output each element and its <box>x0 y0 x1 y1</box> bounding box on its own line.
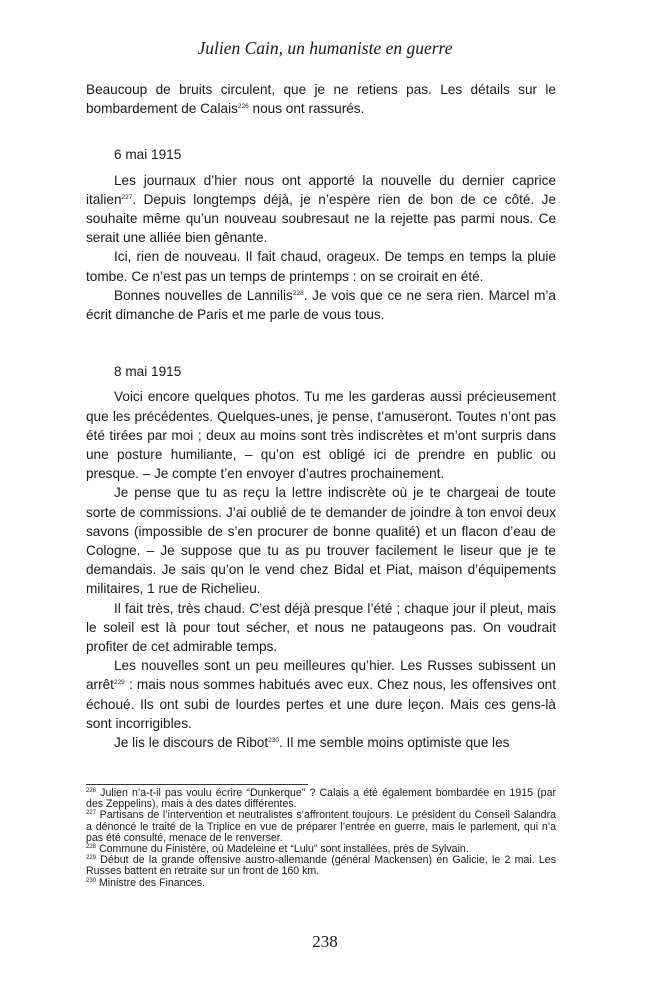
footnote-text: Début de la grande offensive austro-allemande (général Mackensen) en Galicie, le 2 mai. Les Russes battent en retraite sur un front de 160 km. <box>86 854 556 878</box>
paragraph: Voici encore quelques photos. Tu me les garderas aussi précieusement que les précédentes. Quelques-unes, je pense, t’amuseront. Toutes n’ont pas été tirées par moi ; deux au moins sont très indiscrètes et m’ont surpris dans une posture humiliante, – qu’on est obligé ici de prendre en public ou presque. – Je compte t’en envoyer d’autres prochainement. <box>86 389 556 482</box>
paragraph <box>86 656 556 733</box>
footnote-number: 227 <box>86 810 97 817</box>
running-head: Julien Cain, un humaniste en guerre <box>197 38 453 58</box>
paragraph: Ici, rien de nouveau. Il fait chaud, orageux. De temps en temps la pluie tombe. Ce n’est pas un temps de printemps : on se croirait en été. <box>86 249 556 284</box>
footnote <box>86 810 556 844</box>
paragraph <box>86 171 556 248</box>
paragraph <box>86 733 556 752</box>
main-text <box>86 80 556 752</box>
paragraph: Il fait très, très chaud. C’est déjà presque l’été ; chaque jour il pleut, mais le soleil est là pour tout sécher, et nous ne pataugeons pas. On voudrait profiter de cet admirable temps. <box>86 600 556 655</box>
text-run: Je lis le discours de Ribot <box>114 735 269 751</box>
footnote <box>86 788 556 810</box>
entry-date: 8 mai 1915 <box>114 364 182 380</box>
spacer <box>86 324 556 362</box>
footnote-ref-229: 229 <box>113 679 125 687</box>
text-run: : mais nous sommes habitués avec eux. Chez nous, les offensives ont échoué. Ils ont subi de lourdes pertes et une dure leçon. Mais ces gens-là sont incorrigibles. <box>86 677 556 731</box>
page-number: 238 <box>312 932 338 951</box>
footnote-number: 228 <box>86 844 97 851</box>
text-run: . Je vois que ce ne sera rien. Marcel m’a écrit dimanche de Paris et me parle de vous tous. <box>86 287 556 323</box>
footnote-text: Ministre des Finances. <box>96 876 205 889</box>
footnote-number: 229 <box>86 855 97 862</box>
text-run: . Il me semble moins optimiste que les <box>279 735 510 751</box>
footnote-rule <box>86 784 308 785</box>
entry-date: 6 mai 1915 <box>114 147 182 163</box>
footnote <box>86 855 556 877</box>
footnote-text: Julien n’a-t-il pas voulu écrire “Dunkerque” ? Calais a été également bombardée en 1915 (par des Zeppelins), mais à des dates différentes. <box>86 787 556 811</box>
text-run: Les nouvelles sont un peu meilleures qu’hier. Les Russes subissent un arrêt <box>86 658 556 693</box>
text-run: . Depuis longtemps déjà, je n’espère rien de bon de ce côté. Je souhaite même qu’un nouveau soubresaut ne la rejette pas parmi nous. Ce serait une alliée bien gênante. <box>86 191 556 246</box>
paragraph <box>86 286 556 324</box>
paragraph: Je pense que tu as reçu la lettre indiscrète où je te chargeai de toute sorte de commissions. J’ai oublié de te demander de joindre à ton envoi deux savons (impossible de s’en procurer de bonne qualité) et un flacon d’eau de Cologne. – Je suppose que tu as pu trouver facilement le liseur que je te demandais. Je sais qu’on le vend chez Bidal et Piat, maison d’équipements militaires, 1 rue de Richelieu. <box>86 485 556 597</box>
footnote-ref-227: 227 <box>121 193 133 201</box>
footnote-text: Partisans de l’intervention et neutralistes s’affrontent toujours. Le président du Conseil Salandra a dénoncé le traité de la Triplice en vue de préparer l’entrée en guerre, mais le parlement, qui n’a pas été consulté, menace de le renverser. <box>86 809 556 844</box>
footnote-ref-226: 226 <box>237 103 249 111</box>
text-run: Bonnes nouvelles de Lannilis <box>114 287 293 303</box>
spacer <box>86 118 556 145</box>
text-run: nous ont rassurés. <box>248 101 365 117</box>
footnote-ref-230: 230 <box>268 737 279 745</box>
footnote-number: 230 <box>86 877 97 884</box>
footnote-number: 226 <box>86 788 97 794</box>
footnotes <box>86 788 556 889</box>
footnote-text: Commune du Finistère, où Madeleine et “Lulu” sont installées, près de Sylvain. <box>96 843 469 856</box>
text-run: Les journaux d’hier nous ont apporté la nouvelle du dernier caprice italien <box>86 172 556 207</box>
text-run: Beaucoup de bruits circulent, que je ne retiens pas. Les détails sur le bombardement de Calais <box>86 82 556 117</box>
intro-paragraph <box>86 80 556 118</box>
footnote <box>86 878 556 889</box>
footnote-ref-228: 228 <box>292 289 304 297</box>
